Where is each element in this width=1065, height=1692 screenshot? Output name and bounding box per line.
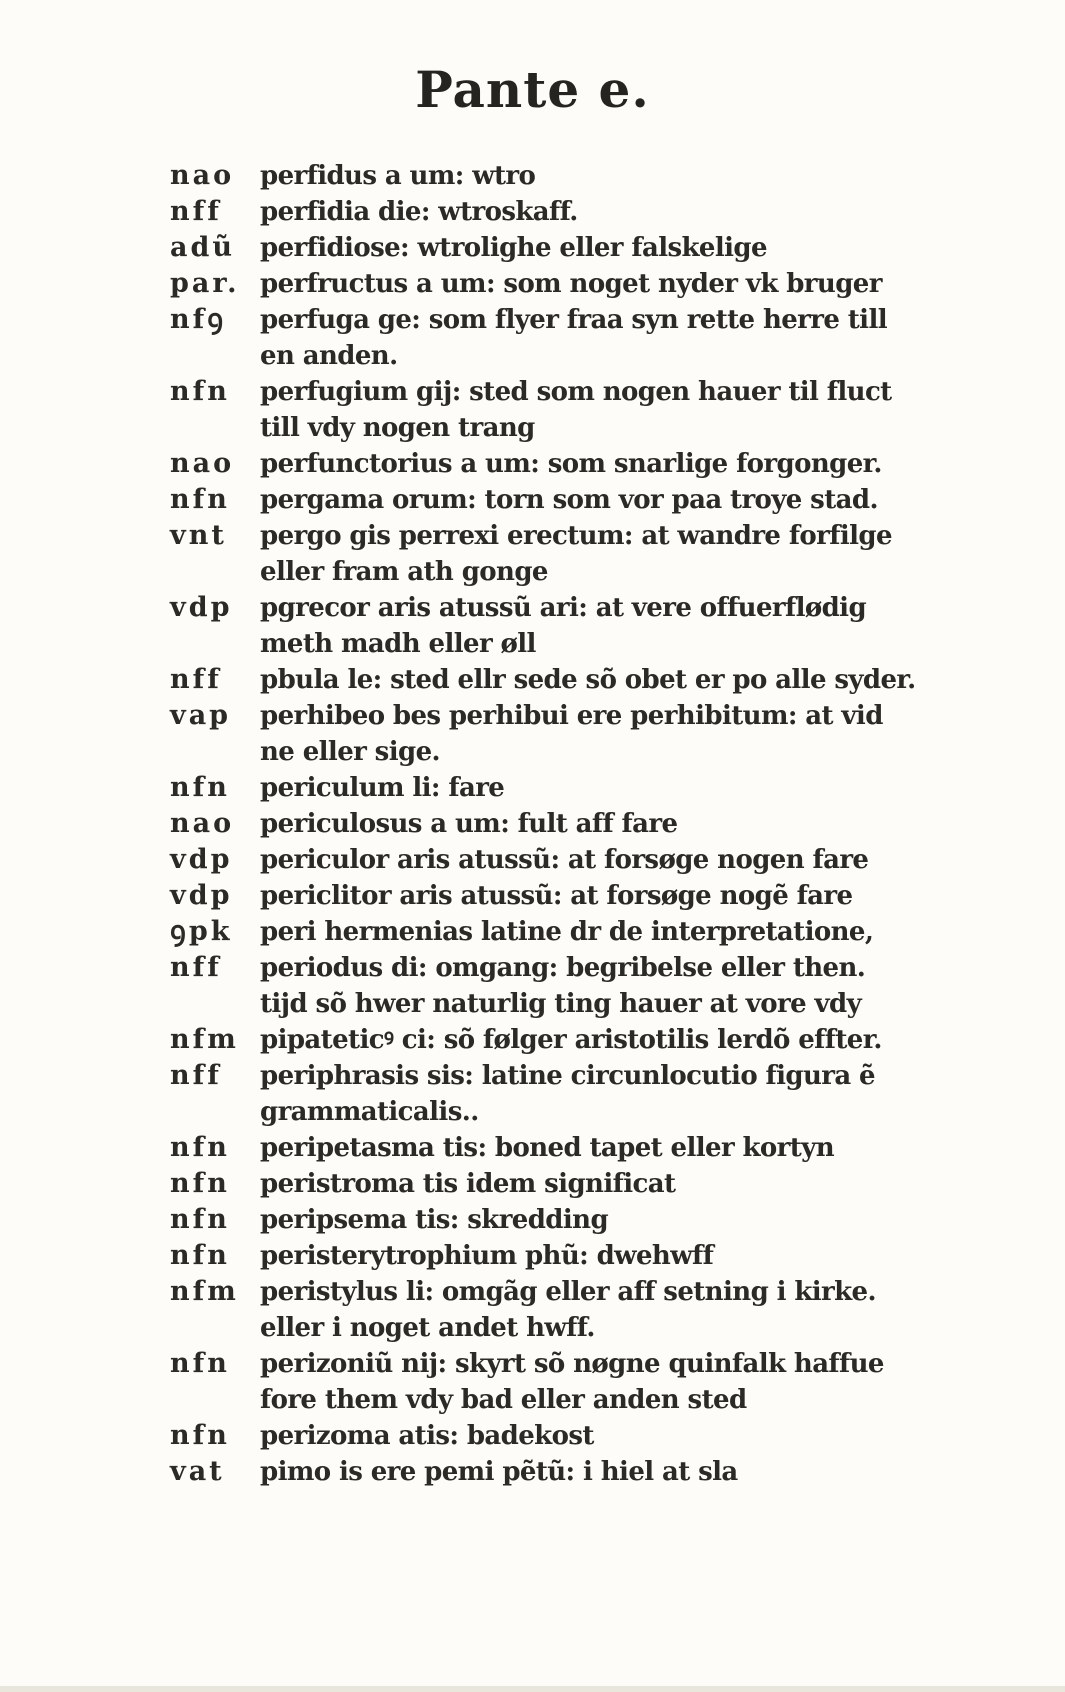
dictionary-entry bbox=[170, 950, 950, 1022]
entry-continuation-line bbox=[170, 554, 950, 590]
entry-continuation-line bbox=[170, 986, 950, 1022]
entry-line bbox=[170, 1454, 950, 1490]
dictionary-entry bbox=[170, 1166, 950, 1202]
entry-text: peristerytrophium phũ: dwehwff bbox=[260, 1241, 714, 1271]
dictionary-entry bbox=[170, 770, 950, 806]
entry-line bbox=[170, 842, 950, 878]
entry-line bbox=[170, 914, 950, 950]
entry-line bbox=[170, 1166, 950, 1202]
entry-continuation-line bbox=[170, 1094, 950, 1130]
entry-line bbox=[170, 1418, 950, 1454]
entry-continuation-line bbox=[170, 1382, 950, 1418]
dictionary-entry bbox=[170, 914, 950, 950]
entry-text: pgrecor aris atussũ ari: at vere offuerflødig bbox=[260, 593, 867, 623]
entry-line bbox=[170, 950, 950, 986]
entry-text: perfidus a um: wtro bbox=[260, 161, 536, 191]
entry-text: pbula le: sted ellr sede sõ obet er po alle syder. bbox=[260, 665, 916, 695]
dictionary-entry bbox=[170, 1058, 950, 1130]
dictionary-entry bbox=[170, 1454, 950, 1490]
entry-line bbox=[170, 194, 950, 230]
entry-line bbox=[170, 518, 950, 554]
entry-line bbox=[170, 446, 950, 482]
grammar-code: nfn bbox=[170, 1168, 230, 1199]
grammar-code: vat bbox=[170, 1456, 225, 1487]
dictionary-entry bbox=[170, 806, 950, 842]
entry-continuation-line bbox=[170, 734, 950, 770]
grammar-code: par. bbox=[170, 268, 240, 299]
grammar-code: vnt bbox=[170, 520, 227, 551]
dictionary-entry bbox=[170, 266, 950, 302]
dictionary-entry bbox=[170, 842, 950, 878]
page-edge bbox=[0, 1686, 1065, 1692]
dictionary-entry bbox=[170, 1274, 950, 1346]
entry-continuation-line bbox=[170, 1310, 950, 1346]
grammar-code: nfm bbox=[170, 1276, 239, 1307]
grammar-code: vap bbox=[170, 700, 232, 731]
entry-text: perfugium gij: sted som nogen hauer til fluct bbox=[260, 377, 892, 407]
grammar-code: nao bbox=[170, 448, 235, 479]
entry-text: periculosus a um: fult aff fare bbox=[260, 809, 678, 839]
entry-text: perizoniũ nij: skyrt sõ nøgne quinfalk haffue bbox=[260, 1349, 884, 1379]
entry-text: perfidia die: wtroskaff. bbox=[260, 197, 578, 227]
dictionary-entry bbox=[170, 590, 950, 662]
dictionary-entry bbox=[170, 1202, 950, 1238]
entry-text: perfructus a um: som noget nyder vk bruger bbox=[260, 269, 882, 299]
entry-text: en anden. bbox=[260, 341, 398, 371]
entry-text: perfuga ge: som flyer fraa syn rette herre till bbox=[260, 305, 888, 335]
entry-text: pimo is ere pemi pẽtũ: i hiel at sla bbox=[260, 1457, 738, 1487]
dictionary-entry bbox=[170, 662, 950, 698]
entry-line bbox=[170, 1274, 950, 1310]
entry-text: grammaticalis.. bbox=[260, 1097, 479, 1127]
entry-text: pipateticꝰ ci: sõ følger aristotilis lerdõ effter. bbox=[260, 1025, 882, 1055]
entry-line bbox=[170, 1022, 950, 1058]
dictionary-entry bbox=[170, 1418, 950, 1454]
grammar-code: vdp bbox=[170, 880, 233, 911]
entry-text: periculum li: fare bbox=[260, 773, 505, 803]
entry-line bbox=[170, 698, 950, 734]
entry-line bbox=[170, 1130, 950, 1166]
entry-line bbox=[170, 158, 950, 194]
grammar-code: vdp bbox=[170, 592, 233, 623]
grammar-code: nfn bbox=[170, 1420, 230, 1451]
dictionary-entry bbox=[170, 482, 950, 518]
entry-line bbox=[170, 1058, 950, 1094]
entry-line bbox=[170, 1202, 950, 1238]
entry-line bbox=[170, 770, 950, 806]
entry-line bbox=[170, 806, 950, 842]
entry-line bbox=[170, 266, 950, 302]
grammar-code: nao bbox=[170, 808, 235, 839]
dictionary-entry bbox=[170, 1346, 950, 1418]
grammar-code: nff bbox=[170, 952, 222, 983]
dictionary-entry bbox=[170, 1022, 950, 1058]
entry-text: perfidiose: wtrolighe eller falskelige bbox=[260, 233, 767, 263]
grammar-code: nfꝯ bbox=[170, 304, 227, 335]
grammar-code: nfn bbox=[170, 772, 230, 803]
entry-line bbox=[170, 302, 950, 338]
grammar-code: nfn bbox=[170, 376, 230, 407]
entry-line bbox=[170, 878, 950, 914]
entry-text: till vdy nogen trang bbox=[260, 413, 535, 443]
dictionary-entry bbox=[170, 1130, 950, 1166]
entry-text: pergo gis perrexi erectum: at wandre forfilge bbox=[260, 521, 892, 551]
dictionary-entries bbox=[170, 158, 950, 1490]
dictionary-entry bbox=[170, 230, 950, 266]
dictionary-entry bbox=[170, 374, 950, 446]
entry-text: meth madh eller øll bbox=[260, 629, 536, 659]
dictionary-entry bbox=[170, 878, 950, 914]
entry-text: peri hermenias latine dr de interpretatione, bbox=[260, 917, 874, 947]
grammar-code: nao bbox=[170, 160, 235, 191]
entry-text: fore them vdy bad eller anden sted bbox=[260, 1385, 747, 1415]
entry-text: perizoma atis: badekost bbox=[260, 1421, 594, 1451]
entry-line bbox=[170, 662, 950, 698]
grammar-code: adũ bbox=[170, 232, 236, 263]
entry-text: periculor aris atussũ: at forsøge nogen fare bbox=[260, 845, 869, 875]
dictionary-entry bbox=[170, 302, 950, 374]
grammar-code: nfn bbox=[170, 1132, 230, 1163]
entry-text: peristylus li: omgãg eller aff setning i kirke. bbox=[260, 1277, 876, 1307]
grammar-code: nff bbox=[170, 664, 222, 695]
dictionary-entry bbox=[170, 698, 950, 770]
grammar-code: nfn bbox=[170, 484, 230, 515]
entry-text: periphrasis sis: latine circunlocutio figura ẽ bbox=[260, 1061, 875, 1091]
entry-text: eller fram ath gonge bbox=[260, 557, 548, 587]
entry-line bbox=[170, 1346, 950, 1382]
entry-text: peristroma tis idem significat bbox=[260, 1169, 676, 1199]
grammar-code: ꝯpk bbox=[170, 916, 233, 947]
entry-text: perhibeo bes perhibui ere perhibitum: at vid bbox=[260, 701, 883, 731]
entry-text: eller i noget andet hwff. bbox=[260, 1313, 595, 1343]
dictionary-entry bbox=[170, 1238, 950, 1274]
entry-text: peripsema tis: skredding bbox=[260, 1205, 609, 1235]
entry-text: peripetasma tis: boned tapet eller kortyn bbox=[260, 1133, 834, 1163]
grammar-code: nfn bbox=[170, 1348, 230, 1379]
grammar-code: nff bbox=[170, 1060, 222, 1091]
entry-continuation-line bbox=[170, 626, 950, 662]
dictionary-entry bbox=[170, 446, 950, 482]
entry-text: periclitor aris atussũ: at forsøge nogẽ fare bbox=[260, 881, 853, 911]
entry-line bbox=[170, 374, 950, 410]
entry-line bbox=[170, 482, 950, 518]
entry-text: periodus di: omgang: begribelse eller then. bbox=[260, 953, 866, 983]
dictionary-entry bbox=[170, 194, 950, 230]
grammar-code: nfn bbox=[170, 1240, 230, 1271]
entry-line bbox=[170, 1238, 950, 1274]
grammar-code: nff bbox=[170, 196, 222, 227]
grammar-code: vdp bbox=[170, 844, 233, 875]
entry-line bbox=[170, 590, 950, 626]
entry-continuation-line bbox=[170, 410, 950, 446]
dictionary-entry bbox=[170, 518, 950, 590]
entry-line bbox=[170, 230, 950, 266]
entry-text: tijd sõ hwer naturlig ting hauer at vore vdy bbox=[260, 989, 862, 1019]
grammar-code: nfn bbox=[170, 1204, 230, 1235]
page-heading: Pante e. bbox=[415, 60, 650, 119]
entry-text: perfunctorius a um: som snarlige forgonger. bbox=[260, 449, 882, 479]
entry-text: ne eller sige. bbox=[260, 737, 440, 767]
entry-text: pergama orum: torn som vor paa troye stad. bbox=[260, 485, 878, 515]
entry-continuation-line bbox=[170, 338, 950, 374]
grammar-code: nfm bbox=[170, 1024, 239, 1055]
dictionary-entry bbox=[170, 158, 950, 194]
